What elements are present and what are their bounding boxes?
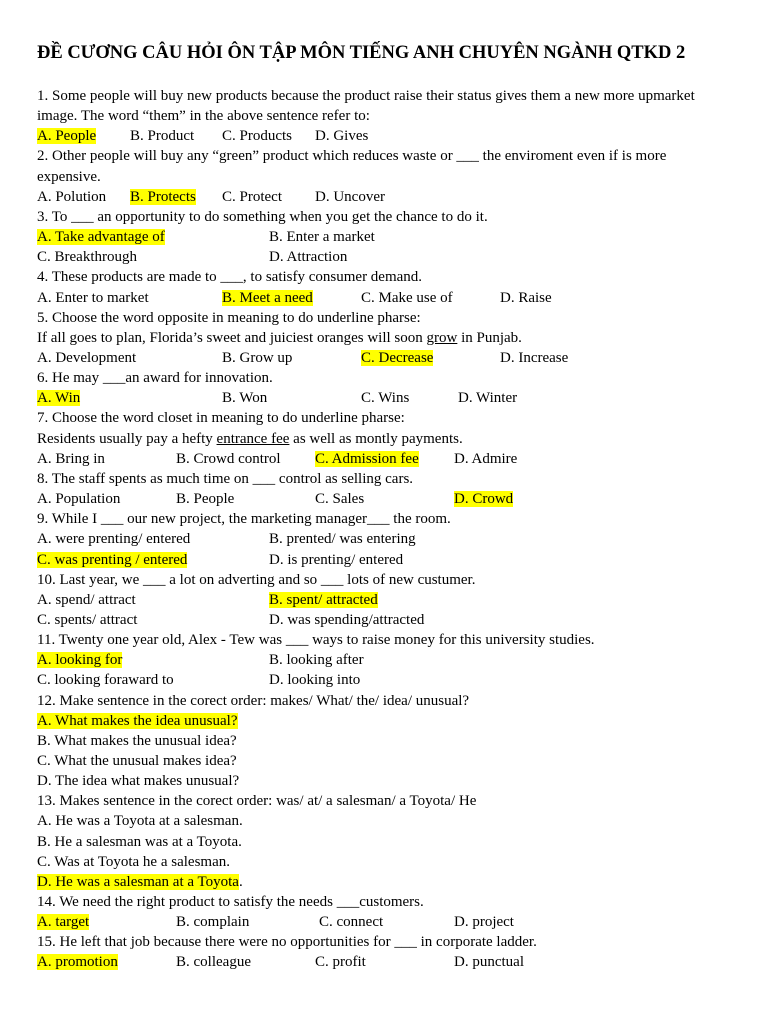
option-label: D. He was a salesman at a Toyota — [37, 873, 239, 890]
option-label: B. looking after — [269, 652, 364, 669]
page-title: ĐỀ CƯƠNG CÂU HỎI ÔN TẬP MÔN TIẾNG ANH CHUYÊN NGÀNH QTKD 2 — [37, 43, 686, 63]
answer-option-selected — [37, 650, 122, 670]
answer-option-selected — [37, 550, 187, 570]
option-label: C. Products — [222, 128, 293, 145]
option-label: D. Raise — [500, 289, 552, 306]
option-label: A. Development — [37, 349, 137, 366]
option-label: B. colleague — [176, 954, 251, 971]
option-label: B. spent/ attracted — [269, 591, 378, 608]
option-label: D. looking into — [269, 672, 361, 689]
option-label: D. Increase — [500, 349, 569, 366]
option-label: A. spend/ attract — [37, 591, 136, 608]
answer-option-selected — [130, 187, 196, 207]
option-label: B. Protects — [130, 188, 196, 205]
question-text: If all goes to plan, Florida’s sweet and juiciest oranges will soon — [37, 329, 427, 346]
answer-option-selected — [37, 912, 89, 932]
option-label: B. Won — [222, 390, 268, 407]
answer-option — [37, 832, 242, 852]
answer-option — [37, 348, 136, 368]
answer-option-selected — [454, 489, 513, 509]
answer-option — [269, 550, 403, 570]
answer-option-selected — [37, 711, 238, 731]
answer-option — [315, 187, 385, 207]
answer-option-selected — [37, 388, 80, 408]
option-label: C. Was at Toyota he a salesman. — [37, 853, 230, 870]
question-3-prompt-line — [37, 207, 488, 227]
question-text: 9. While I ___ our new project, the marketing manager___ the room. — [37, 511, 451, 528]
answer-option — [500, 288, 552, 308]
answer-option — [315, 126, 368, 146]
answer-option — [458, 388, 517, 408]
answer-option-selected — [315, 449, 419, 469]
question-text: 2. Other people will buy any “green” product which reduces waste or ___ the enviroment even if is more — [37, 148, 667, 165]
answer-option — [454, 912, 514, 932]
answer-option — [269, 670, 360, 690]
answer-option — [222, 126, 292, 146]
option-label: B. complain — [176, 914, 250, 931]
option-label: A. Polution — [37, 188, 107, 205]
question-text: in Punjab. — [457, 329, 522, 346]
underlined-phrase: grow — [426, 329, 458, 346]
option-label: C. connect — [319, 914, 384, 931]
option-label: B. Enter a market — [269, 229, 375, 245]
answer-option — [37, 852, 230, 872]
question-4-prompt-line — [37, 267, 422, 287]
option-label: D. was spending/attracted — [269, 611, 425, 628]
answer-option — [454, 449, 517, 469]
option-label: C. Protect — [222, 188, 282, 205]
question-1-prompt-line — [37, 106, 370, 126]
answer-option-selected — [37, 227, 165, 247]
question-text: 14. We need the right product to satisfy the needs ___customers. — [37, 894, 424, 910]
answer-option — [269, 247, 347, 267]
question-text: 13. Makes sentence in the corect order: was/ at/ a salesman/ a Toyota/ He — [37, 793, 477, 810]
option-label: C. What the unusual makes idea? — [37, 752, 237, 769]
question-6-prompt-line — [37, 368, 273, 388]
option-label: C. Admission fee — [315, 450, 419, 467]
answer-option-selected — [37, 126, 96, 146]
option-label: B. Crowd control — [176, 450, 281, 467]
question-7-prompt-line — [37, 429, 463, 449]
question-text: 12. Make sentence in the corect order: makes/ What/ the/ idea/ unusual? — [37, 692, 470, 709]
question-5-prompt-line — [37, 308, 421, 328]
option-label: A. Win — [37, 390, 81, 407]
question-text: 11. Twenty one year old, Alex - Tew was ___ ways to raise money for this university studies. — [37, 632, 595, 648]
option-label: A. What makes the idea unusual? — [37, 712, 238, 729]
answer-option — [269, 610, 424, 630]
option-label: D. is prenting/ entered — [269, 551, 404, 568]
option-label: A. Take advantage of — [37, 229, 165, 245]
answer-option — [37, 590, 136, 610]
answer-option — [37, 449, 105, 469]
answer-option — [37, 288, 149, 308]
answer-option-selected — [222, 288, 313, 308]
answer-option — [176, 489, 234, 509]
answer-option — [37, 731, 237, 751]
answer-option — [269, 227, 375, 247]
answer-option — [37, 610, 137, 630]
answer-option — [37, 670, 174, 690]
option-label: C. Make use of — [361, 289, 453, 306]
question-10-prompt-line — [37, 570, 475, 590]
answer-option — [222, 388, 267, 408]
question-text: 15. He left that job because there were no opportunities for ___ in corporate ladder. — [37, 934, 537, 951]
answer-option — [269, 529, 416, 549]
option-label: C. spents/ attract — [37, 611, 138, 628]
question-text: 8. The staff spents as much time on ___ control as selling cars. — [37, 470, 414, 487]
option-label: D. The idea what makes unusual? — [37, 773, 240, 790]
option-label: D. Uncover — [315, 188, 385, 205]
answer-option — [361, 288, 453, 308]
answer-option — [37, 187, 106, 207]
answer-option-selected — [361, 348, 433, 368]
option-label: B. Product — [130, 128, 195, 145]
answer-option — [269, 650, 364, 670]
question-5-prompt-line — [37, 328, 522, 348]
option-label: C. was prenting / entered — [37, 551, 188, 568]
option-label: C. Decrease — [361, 349, 434, 366]
answer-option-selected — [37, 952, 118, 972]
option-label: A. He was a Toyota at a salesman. — [37, 813, 243, 830]
question-text: expensive. — [37, 168, 101, 185]
answer-option — [37, 489, 120, 509]
option-label: B. prented/ was entering — [269, 531, 416, 548]
option-label: D. Attraction — [269, 249, 348, 266]
answer-option — [222, 187, 282, 207]
answer-option — [130, 126, 194, 146]
option-label: A. target — [37, 914, 90, 931]
option-label: D. Crowd — [454, 491, 514, 507]
answer-option — [37, 811, 243, 831]
option-label: B. He a salesman was at a Toyota. — [37, 833, 242, 850]
option-suffix: . — [238, 873, 243, 890]
answer-option — [37, 247, 137, 267]
option-label: C. profit — [315, 954, 366, 971]
question-text: Residents usually pay a hefty — [37, 430, 217, 447]
option-label: A. were prenting/ entered — [37, 531, 191, 548]
option-label: A. promotion — [37, 954, 118, 971]
option-label: D. project — [454, 914, 514, 931]
question-text: 5. Choose the word opposite in meaning to do underline pharse: — [37, 309, 421, 326]
question-8-prompt-line — [37, 469, 413, 489]
answer-option — [315, 952, 366, 972]
option-label: D. Winter — [458, 390, 518, 407]
answer-option — [37, 771, 239, 791]
question-2-prompt-line — [37, 146, 666, 166]
answer-option — [315, 489, 364, 509]
question-1-prompt-line — [37, 86, 695, 106]
answer-option — [37, 529, 190, 549]
option-label: B. Meet a need — [222, 289, 313, 306]
question-9-prompt-line — [37, 509, 451, 529]
answer-option — [37, 751, 237, 771]
option-label: D. Gives — [315, 128, 369, 145]
question-14-prompt-line — [37, 892, 424, 912]
option-label: C. Wins — [361, 390, 410, 407]
question-2-prompt-line — [37, 167, 101, 187]
answer-option — [176, 912, 249, 932]
answer-option-selected — [269, 590, 378, 610]
answer-option — [176, 449, 281, 469]
question-text: as well as montly payments. — [289, 430, 463, 447]
question-11-prompt-line — [37, 630, 595, 650]
answer-option — [361, 388, 409, 408]
option-label: C. looking foraward to — [37, 672, 174, 689]
answer-option — [176, 952, 251, 972]
question-text: image. The word “them” in the above sentence refer to: — [37, 108, 370, 125]
option-label: B. What makes the unusual idea? — [37, 732, 237, 749]
answer-option-selected — [37, 872, 243, 892]
option-label: B. Grow up — [222, 349, 293, 366]
option-label: D. Admire — [454, 450, 518, 467]
option-label: C. Sales — [315, 491, 365, 507]
option-label: A. looking for — [37, 652, 123, 669]
option-label: A. Bring in — [37, 450, 105, 467]
question-text: 3. To ___ an opportunity to do something when you get the chance to do it. — [37, 208, 488, 225]
question-12-prompt-line — [37, 691, 469, 711]
question-7-prompt-line — [37, 408, 405, 428]
option-label: A. Enter to market — [37, 289, 149, 306]
question-text: 4. These products are made to ___, to satisfy consumer demand. — [37, 269, 423, 286]
option-label: D. punctual — [454, 954, 524, 971]
option-label: B. People — [176, 491, 235, 507]
question-15-prompt-line — [37, 932, 537, 952]
option-label: A. Population — [37, 491, 121, 507]
question-text: 10. Last year, we ___ a lot on adverting and so ___ lots of new custumer. — [37, 571, 476, 588]
option-label: A. People — [37, 128, 97, 145]
answer-option — [222, 348, 292, 368]
option-label: C. Breakthrough — [37, 249, 137, 266]
answer-option — [319, 912, 383, 932]
question-13-prompt-line — [37, 791, 476, 811]
answer-option — [500, 348, 568, 368]
question-text: 7. Choose the word closet in meaning to do underline pharse: — [37, 410, 405, 427]
underlined-phrase: entrance fee — [216, 430, 290, 447]
answer-option — [454, 952, 524, 972]
question-text: 1. Some people will buy new products because the product raise their status gives them a new more upmarket — [37, 88, 695, 104]
question-text: 6. He may ___an award for innovation. — [37, 370, 273, 387]
